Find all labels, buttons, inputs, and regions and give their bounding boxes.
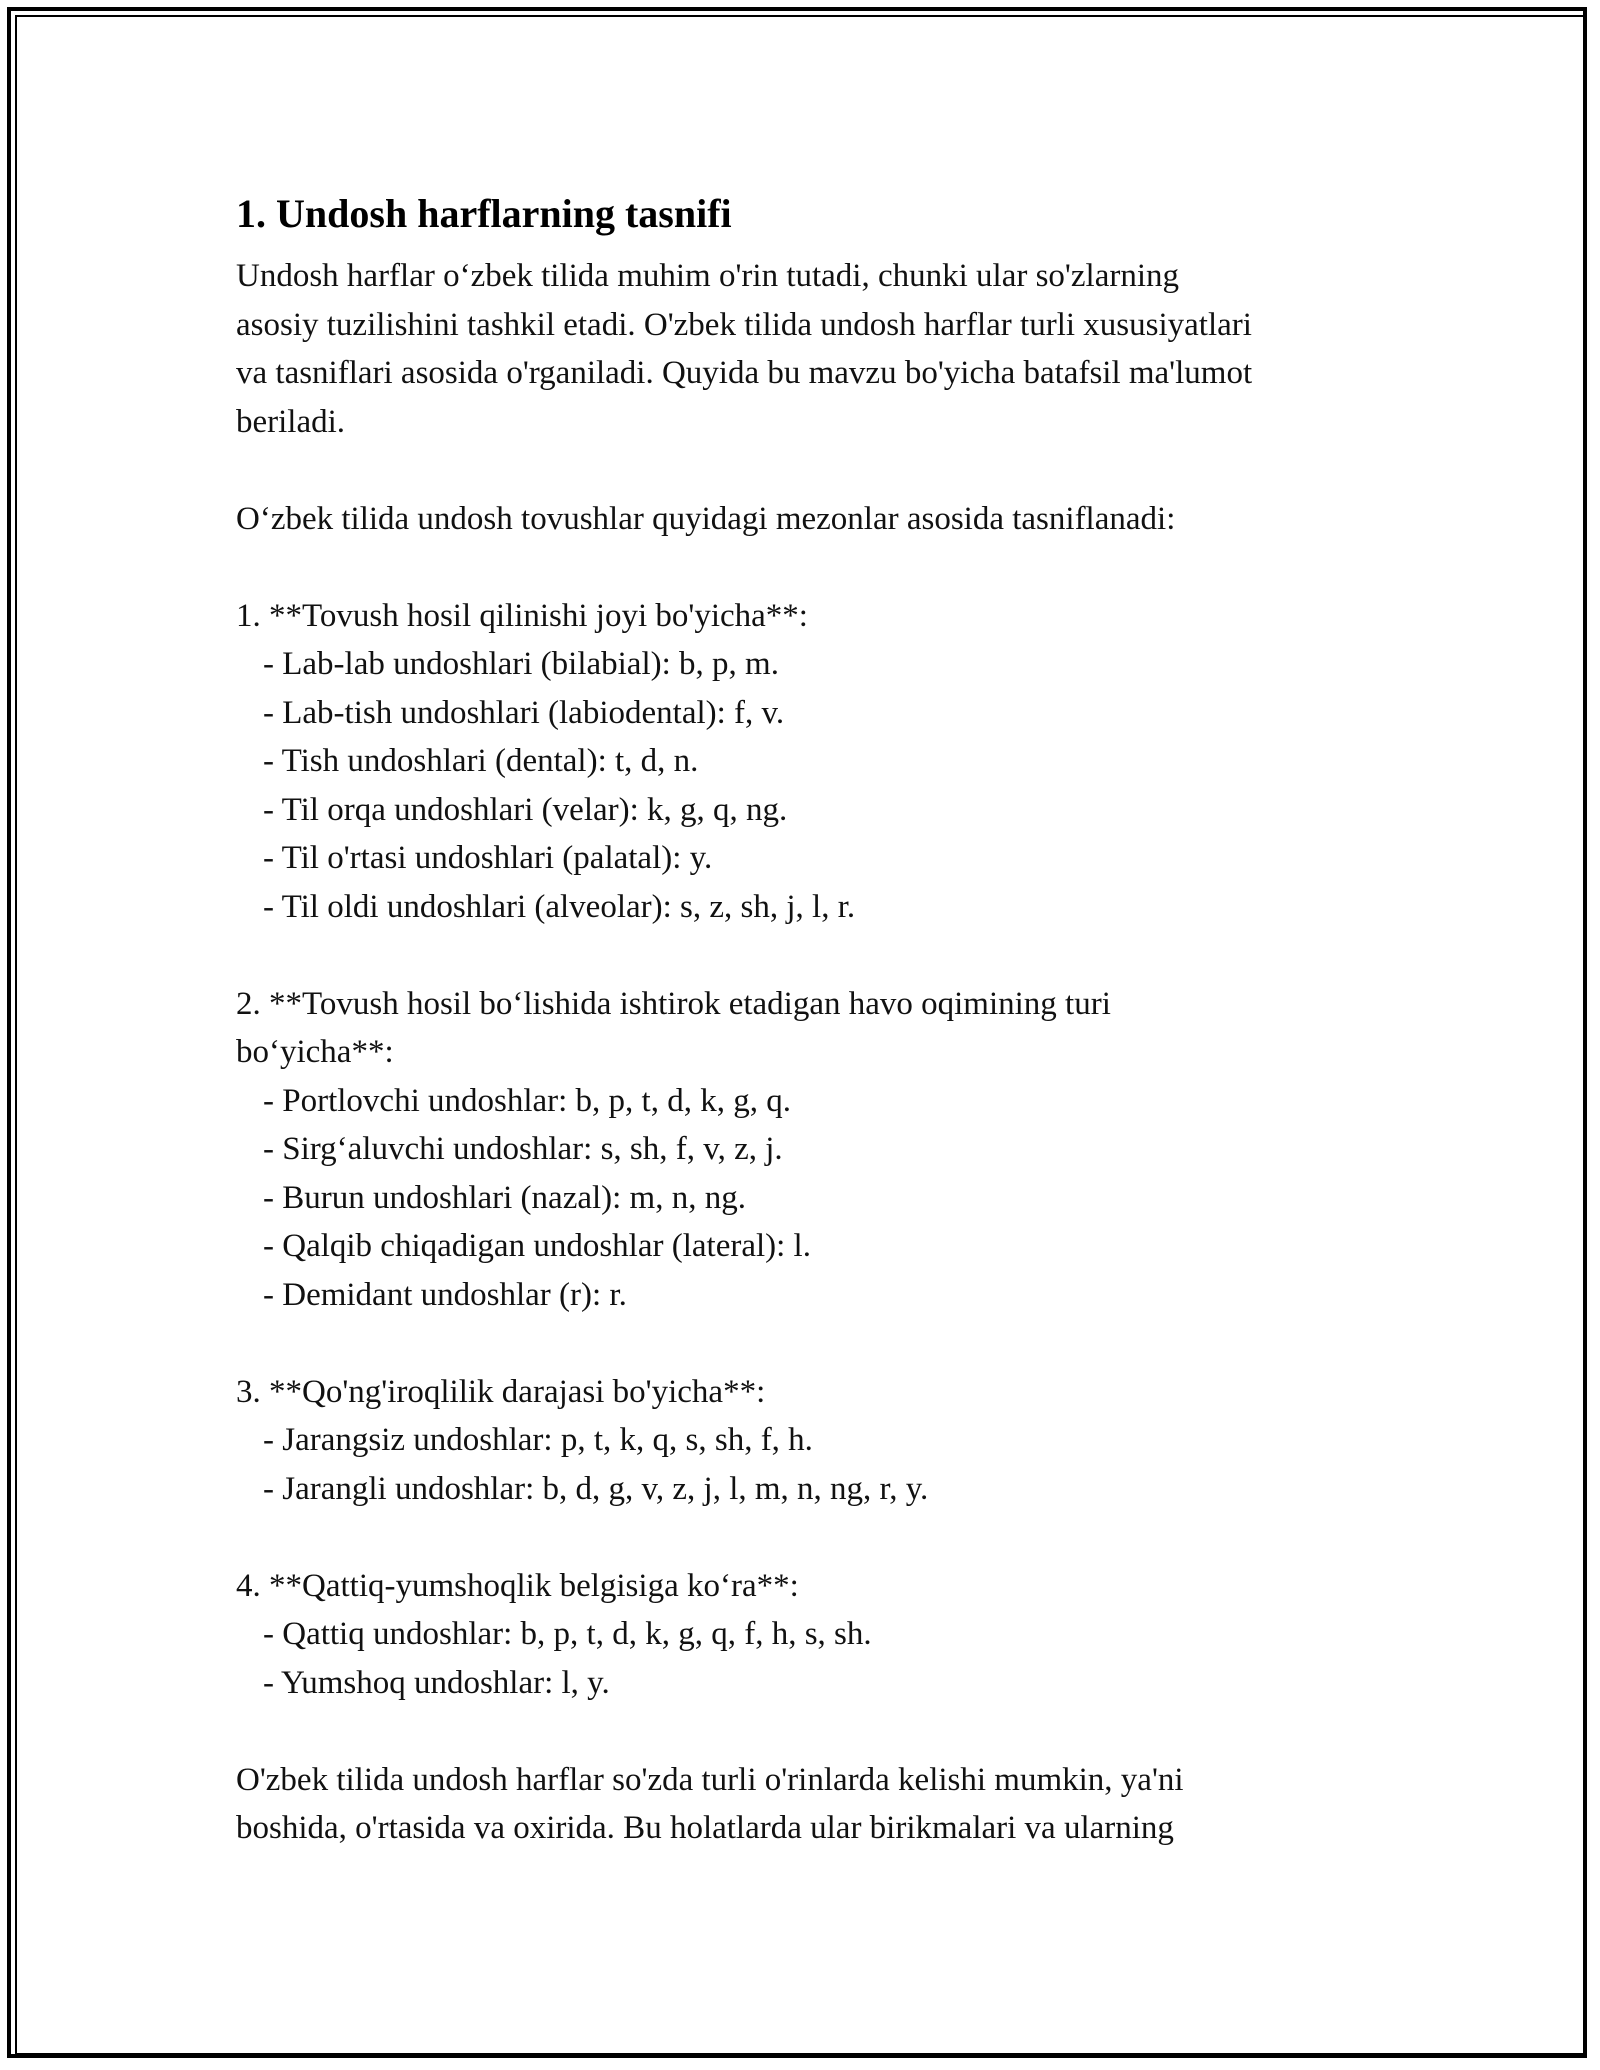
- list-item: - Yumshoq undoshlar: l, y.: [263, 1664, 610, 1701]
- document-body: [236, 186, 1386, 1853]
- closing-paragraph: [236, 1756, 1386, 1853]
- intro-line: beriladi.: [236, 403, 346, 440]
- paragraph-gap: [236, 1513, 1386, 1562]
- list-item: - Burun undoshlari (nazal): m, n, ng.: [263, 1179, 746, 1216]
- intro-line: Undosh harflar o‘zbek tilida muhim o'rin tutadi, chunki ular so'zlarning: [236, 258, 1179, 294]
- list-item: - Qalqib chiqadigan undoshlar (lateral): l.: [263, 1228, 811, 1264]
- list-item: - Jarangsiz undoshlar: p, t, k, q, s, sh, f, h.: [263, 1422, 813, 1458]
- list-item: - Til o'rtasi undoshlari (palatal): y.: [263, 840, 713, 876]
- paragraph-gap: [236, 931, 1386, 980]
- classification-section: [236, 1562, 1386, 1708]
- list-item: - Til oldi undoshlari (alveolar): s, z, sh, j, l, r.: [263, 888, 856, 925]
- paragraph-gap: [236, 543, 1386, 592]
- list-item: - Qattiq undoshlar: b, p, t, d, k, g, q, f, h, s, sh.: [263, 1616, 872, 1652]
- list-item: - Lab-tish undoshlari (labiodental): f, v.: [263, 694, 785, 731]
- list-item: - Jarangli undoshlar: b, d, g, v, z, j, l, m, n, ng, r, y.: [263, 1470, 929, 1507]
- classification-section: [236, 592, 1386, 932]
- list-item: - Sirg‘aluvchi undoshlar: s, sh, f, v, z, j.: [263, 1131, 783, 1167]
- classification-section: [236, 980, 1386, 1320]
- section-title: bo‘yicha**:: [236, 1034, 394, 1070]
- list-item: - Portlovchi undoshlar: b, p, t, d, k, g, q.: [263, 1082, 791, 1119]
- intro-line: va tasniflari asosida o'rganiladi. Quyida bu mavzu bo'yicha batafsil ma'lumot: [236, 355, 1253, 391]
- section-title: 1. **Tovush hosil qilinishi joyi bo'yicha**:: [236, 597, 808, 634]
- section-title: 2. **Tovush hosil bo‘lishida ishtirok etadigan havo oqimining turi: [236, 985, 1111, 1022]
- section-heading: 1. Undosh harflarning tasnifi: [236, 191, 732, 236]
- paragraph-gap: [236, 1707, 1386, 1756]
- closing-line: boshida, o'rtasida va oxirida. Bu holatlarda ular birikmalari va ularning: [236, 1810, 1174, 1846]
- paragraph-gap: [236, 446, 1386, 495]
- section-title: 4. **Qattiq-yumshoqlik belgisiga ko‘ra**:: [236, 1567, 799, 1604]
- closing-line: O'zbek tilida undosh harflar so'zda turli o'rinlarda kelishi mumkin, ya'ni: [236, 1761, 1184, 1798]
- criteria-intro: O‘zbek tilida undosh tovushlar quyidagi mezonlar asosida tasniflanadi:: [236, 500, 1176, 537]
- classification-section: [236, 1368, 1386, 1514]
- intro-line: asosiy tuzilishini tashkil etadi. O'zbek tilida undosh harflar turli xususiyatlari: [236, 306, 1252, 343]
- list-item: - Til orqa undoshlari (velar): k, g, q, ng.: [263, 791, 788, 828]
- paragraph-gap: [236, 1319, 1386, 1368]
- section-title: 3. **Qo'ng'iroqlilik darajasi bo'yicha**:: [236, 1373, 766, 1410]
- list-item: - Tish undoshlari (dental): t, d, n.: [263, 743, 699, 779]
- list-item: - Demidant undoshlar (r): r.: [263, 1276, 627, 1313]
- list-item: - Lab-lab undoshlari (bilabial): b, p, m.: [263, 646, 779, 682]
- intro-paragraph: [236, 252, 1386, 446]
